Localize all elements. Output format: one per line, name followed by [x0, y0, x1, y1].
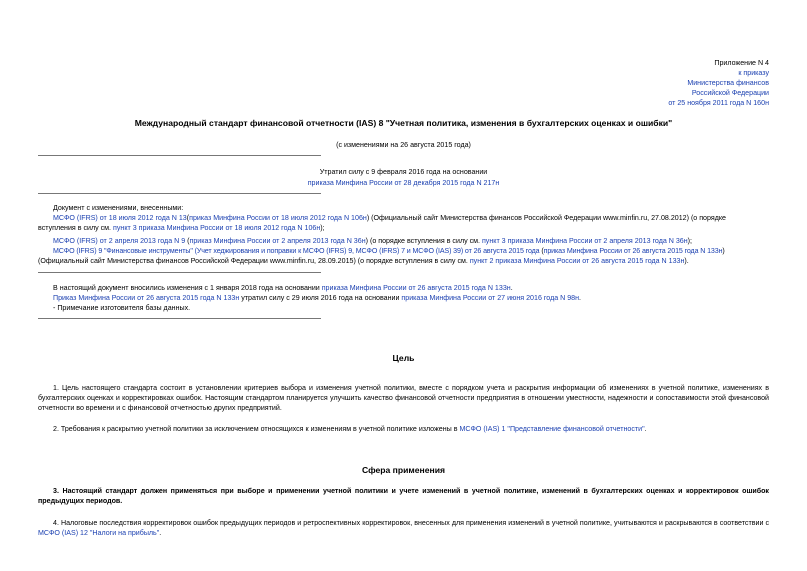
- change-3-line2-end: ).: [684, 257, 689, 265]
- change-1-line2-text: вступления в силу см.: [38, 224, 114, 232]
- divider: [38, 193, 321, 194]
- appendix-ministry-link[interactable]: Министерства финансов: [687, 79, 769, 87]
- change-item-3: [53, 246, 725, 256]
- divider: [38, 318, 321, 319]
- note-1-link[interactable]: приказа Минфина России от 26 августа 2015 года N 133н: [321, 284, 511, 292]
- void-order-link[interactable]: приказа Минфина России от 28 декабря 2015 года N 217н: [307, 179, 500, 187]
- change-3-paren: (: [539, 247, 544, 255]
- change-1-paren: (: [186, 214, 190, 222]
- note-3: - Примечание изготовителя базы данных.: [53, 304, 191, 312]
- paragraph-4: [38, 518, 769, 538]
- paragraph-3: 3. Настоящий стандарт должен применяться при выборе и применении учетной политики и учете изменений в учетной политике, изменений в бухгалтерских оценках и корректировок ошибок предыдущих периодов.: [38, 487, 769, 505]
- document-title: Международный стандарт финансовой отчетности (IAS) 8 "Учетная политика, изменения в бухгалтерских оценках и ошибки": [134, 118, 673, 128]
- divider: [38, 155, 321, 156]
- note-2-text: утратил силу с 29 июля 2016 года на основании: [239, 294, 402, 302]
- change-1-text: ) (Официальный сайт Министерства финансов Российской Федерации www.minfin.ru, 27.08.2012) (о порядке: [366, 214, 726, 222]
- note-2-link[interactable]: Приказ Минфина России от 26 августа 2015 года N 133н: [53, 294, 240, 302]
- note-1: [53, 283, 513, 293]
- appendix-block: [569, 58, 769, 108]
- appendix-federation-link[interactable]: Российской Федерации: [691, 89, 769, 97]
- section-heading-scope: Сфера применения: [361, 465, 445, 475]
- change-item-3-line2: [38, 256, 689, 266]
- change-3-order-link[interactable]: приказ Минфина России от 26 августа 2015 года N 133н: [543, 247, 723, 255]
- paragraph-4-link[interactable]: МСФО (IAS) 12 "Налоги на прибыль": [38, 529, 160, 537]
- paragraph-4-end: .: [159, 529, 162, 537]
- change-3-end: ): [722, 247, 725, 255]
- note-1-end: .: [510, 284, 513, 292]
- change-2-paren: (: [185, 237, 190, 245]
- change-2-link[interactable]: МСФО (IFRS) от 2 апреля 2013 года N 9: [53, 237, 186, 245]
- change-3-link[interactable]: МСФО (IFRS) 9 "Финансовые инструменты" (Учет хеджирования и поправки к МСФО (IFRS) 9, МСФО (IFRS) 7 и МСФО (IAS) 39) от 26 августа 2015 года: [53, 247, 540, 255]
- paragraph-1: 1. Цель настоящего стандарта состоит в установлении критериев выбора и изменения учетной политики, вместе с порядком учета и раскрытия информации об изменениях в учетной политике, изменениях в бухгалтерских оценках и корректировках ошибок. Настоящим стандартом планируется улучшить качество финансовой отчетности предприятия в отношении уместности, надежности и сопоставимости этой финансовой отчетности во времени и с финансовой отчетностью других предприятий.: [38, 384, 769, 412]
- changes-header: Документ с изменениями, внесенными:: [53, 204, 184, 212]
- change-3-line2-text: (Официальный сайт Министерства финансов Российской Федерации www.minfin.ru, 28.09.2015) (о порядке вступления в силу см.: [38, 257, 470, 265]
- paragraph-2-text: 2. Требования к раскрытию учетной политики за исключением относящихся к изменениям в учетной политике изложены в: [53, 425, 460, 433]
- change-1-order-link[interactable]: приказ Минфина России от 18 июля 2012 года N 106н: [189, 214, 367, 222]
- note-2-link2[interactable]: приказа Минфина России от 27 июня 2016 года N 98н: [401, 294, 580, 302]
- appendix-date-link[interactable]: от 25 ноября 2011 года N 160н: [668, 99, 769, 107]
- change-3-line2-link[interactable]: пункт 2 приказа Минфина России от 26 августа 2015 года N 133н: [469, 257, 685, 265]
- amendment-note: (с изменениями на 26 августа 2015 года): [336, 141, 471, 149]
- paragraph-2-end: .: [644, 425, 647, 433]
- change-item-2: [53, 236, 692, 246]
- change-2-text: ) (о порядке вступления в силу см.: [365, 237, 482, 245]
- change-1-line2-link[interactable]: пункт 3 приказа Минфина России от 18 июля 2012 года N 106н: [113, 224, 321, 232]
- paragraph-2: [53, 424, 647, 434]
- appendix-number: Приложение N 4: [714, 59, 769, 67]
- appendix-order-link[interactable]: к приказу: [738, 69, 769, 77]
- change-item-1: [53, 213, 726, 223]
- void-notice: Утратил силу с 9 февраля 2016 года на основании: [319, 168, 488, 176]
- divider: [38, 272, 321, 273]
- change-item-1-line2: [38, 223, 325, 233]
- change-1-link[interactable]: МСФО (IFRS) от 18 июля 2012 года N 13: [53, 214, 187, 222]
- note-2-end: .: [579, 294, 582, 302]
- change-2-end: );: [687, 237, 693, 245]
- note-1-text: В настоящий документ вносились изменения с 1 января 2018 года на основании: [53, 284, 322, 292]
- change-2-order-link[interactable]: приказ Минфина России от 2 апреля 2013 года N 36н: [189, 237, 366, 245]
- change-1-line2-end: );: [320, 224, 325, 232]
- paragraph-4-text: 4. Налоговые последствия корректировок ошибок предыдущих периодов и ретроспективных корректировок, внесенных для применения изменений в учетной политике, учитываются и раскрываются в соответствии с: [53, 519, 769, 527]
- paragraph-2-link[interactable]: МСФО (IAS) 1 "Представление финансовой отчетности": [459, 425, 645, 433]
- section-heading-goal: Цель: [392, 353, 415, 363]
- note-2: [53, 293, 581, 303]
- change-2-point-link[interactable]: пункт 3 приказа Минфина России от 2 апреля 2013 года N 36н: [481, 237, 688, 245]
